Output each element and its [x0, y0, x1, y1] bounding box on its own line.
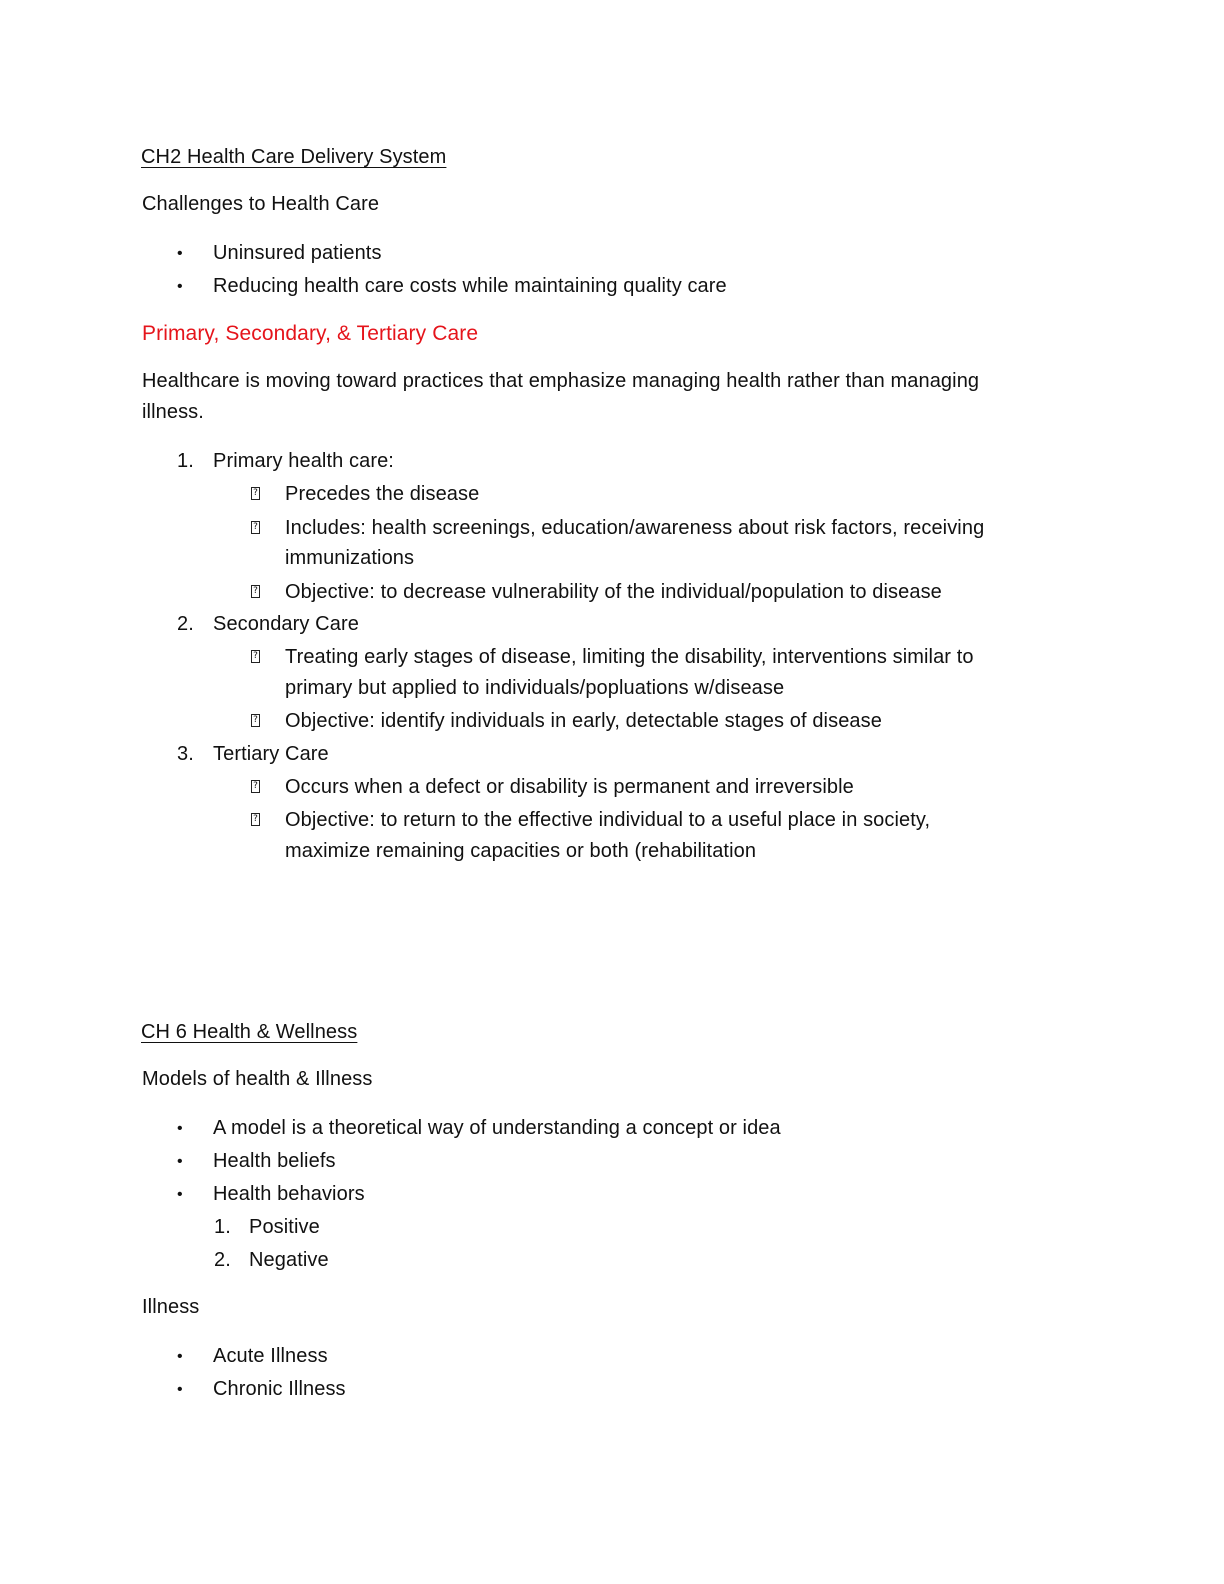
secondary-care-label: Secondary Care — [213, 613, 359, 635]
missing-glyph-box-icon — [251, 585, 260, 598]
care-heading: Primary, Secondary, & Tertiary Care — [142, 322, 479, 345]
models-heading: Models of health & Illness — [142, 1068, 373, 1090]
secondary-item: Objective: identify individuals in early, detectable stages of disease — [285, 710, 882, 732]
intro-paragraph-line: illness. — [142, 401, 204, 423]
tertiary-item: Occurs when a defect or disability is permanent and irreversible — [285, 776, 854, 798]
missing-glyph-box-icon — [251, 521, 260, 534]
tertiary-item-continuation: maximize remaining capacities or both (rehabilitation — [285, 840, 757, 862]
bullet-icon: • — [177, 1153, 183, 1170]
behavior-item: Positive — [249, 1216, 320, 1238]
ch6-title: CH 6 Health & Wellness — [141, 1021, 358, 1043]
models-item: A model is a theoretical way of understanding a concept or idea — [213, 1117, 781, 1139]
list-number: 1. — [177, 450, 194, 472]
list-number: 1. — [214, 1216, 231, 1238]
tertiary-item: Objective: to return to the effective individual to a useful place in society, — [285, 809, 931, 831]
ch2-title: CH2 Health Care Delivery System — [141, 146, 447, 168]
illness-item: Acute Illness — [213, 1345, 328, 1367]
bullet-icon: • — [177, 245, 183, 262]
bullet-icon: • — [177, 1120, 183, 1137]
challenges-heading: Challenges to Health Care — [142, 193, 380, 215]
secondary-item: Treating early stages of disease, limiting the disability, interventions similar to — [285, 646, 974, 668]
illness-heading: Illness — [142, 1296, 200, 1318]
bullet-icon: • — [177, 1348, 183, 1365]
secondary-item-continuation: primary but applied to individuals/popluations w/disease — [285, 677, 785, 699]
bullet-icon: • — [177, 1381, 183, 1398]
primary-item: Objective: to decrease vulnerability of the individual/population to disease — [285, 581, 942, 603]
intro-paragraph-line: Healthcare is moving toward practices that emphasize managing health rather than managing — [142, 370, 980, 392]
models-item: Health behaviors — [213, 1183, 365, 1205]
challenge-item: Reducing health care costs while maintaining quality care — [213, 275, 727, 297]
illness-item: Chronic Illness — [213, 1378, 346, 1400]
list-number: 2. — [214, 1249, 231, 1271]
missing-glyph-box-icon — [251, 487, 260, 500]
primary-item-continuation: immunizations — [285, 547, 415, 569]
primary-item: Includes: health screenings, education/awareness about risk factors, receiving — [285, 517, 985, 539]
primary-item: Precedes the disease — [285, 483, 480, 505]
tertiary-care-label: Tertiary Care — [213, 743, 329, 765]
missing-glyph-box-icon — [251, 650, 260, 663]
list-number: 2. — [177, 613, 194, 635]
bullet-icon: • — [177, 278, 183, 295]
primary-care-label: Primary health care: — [213, 450, 394, 472]
list-number: 3. — [177, 743, 194, 765]
models-item: Health beliefs — [213, 1150, 336, 1172]
missing-glyph-box-icon — [251, 813, 260, 826]
behavior-item: Negative — [249, 1249, 329, 1271]
bullet-icon: • — [177, 1186, 183, 1203]
missing-glyph-box-icon — [251, 780, 260, 793]
missing-glyph-box-icon — [251, 714, 260, 727]
challenge-item: Uninsured patients — [213, 242, 382, 264]
